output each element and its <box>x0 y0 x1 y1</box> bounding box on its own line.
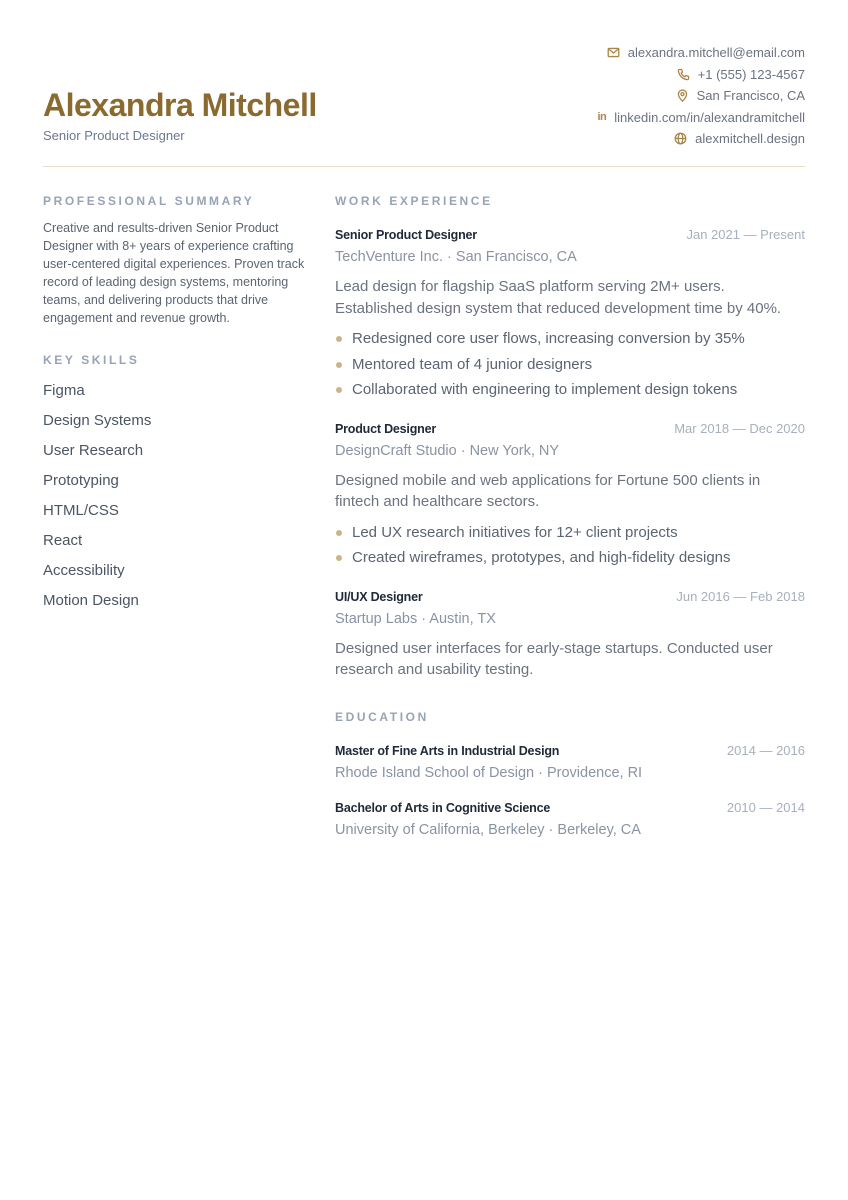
job-entry <box>335 227 805 403</box>
summary-title: PROFESSIONAL SUMMARY <box>43 194 255 208</box>
job-bullet: Led UX research initiatives for 12+ client projects <box>335 520 805 546</box>
job-bullet: Redesigned core user flows, increasing conversion by 35% <box>335 326 805 352</box>
job-org: DesignCraft Studio · New York, NY <box>335 442 560 459</box>
education-school: University of California, Berkeley · Berkeley, CA <box>335 821 641 838</box>
education-title: EDUCATION <box>335 709 429 724</box>
skill-item: React <box>43 532 83 549</box>
left-column <box>43 193 305 616</box>
skill-item: Accessibility <box>43 562 125 579</box>
education-section <box>335 709 805 841</box>
candidate-name: Alexandra Mitchell <box>43 87 317 123</box>
education-dates: 2010 — 2014 <box>726 799 805 815</box>
job-org: Startup Labs · Austin, TX <box>335 610 496 627</box>
contact-location <box>676 85 805 107</box>
skills-section <box>43 352 305 616</box>
skill-item: Figma <box>43 382 85 399</box>
globe-icon <box>674 132 687 145</box>
job-bullets <box>335 326 805 403</box>
resume-page <box>43 0 805 838</box>
skill-item: User Research <box>43 442 144 459</box>
job-dates: Jun 2016 — Feb 2018 <box>676 588 805 604</box>
contact-website[interactable] <box>674 128 805 150</box>
job-role: UI/UX Designer <box>335 589 423 604</box>
job-dates: Jan 2021 — Present <box>686 227 805 242</box>
linkedin-icon: in <box>597 111 607 124</box>
candidate-headline: Senior Product Designer <box>43 128 185 143</box>
mail-icon <box>607 46 620 59</box>
job-description: Designed user interfaces for early-stage startups. Conducted user research and usability testing. <box>335 639 773 678</box>
job-entry <box>335 589 805 681</box>
education-entry <box>335 800 805 841</box>
contact-phone[interactable] <box>677 64 805 86</box>
right-column <box>335 193 805 841</box>
contact-list <box>597 42 805 150</box>
job-role: Product Designer <box>335 421 436 436</box>
education-degree: Bachelor of Arts in Cognitive Science <box>335 800 551 815</box>
skill-item: Design Systems <box>43 412 152 429</box>
job-dates: Mar 2018 — Dec 2020 <box>674 420 805 436</box>
contact-location-text: San Francisco, CA <box>696 88 805 104</box>
contact-email-text[interactable]: alexandra.mitchell@email.com <box>627 45 805 61</box>
job-entry <box>335 421 805 571</box>
job-org: TechVenture Inc. · San Francisco, CA <box>335 249 577 265</box>
skill-item: Motion Design <box>43 592 139 609</box>
job-bullet: Created wireframes, prototypes, and high-fidelity designs <box>335 545 805 571</box>
contact-website-text[interactable]: alexmitchell.design <box>695 131 805 147</box>
job-description: Designed mobile and web applications for Fortune 500 clients in fintech and healthcare sectors. <box>335 471 761 510</box>
contact-linkedin[interactable] <box>597 107 805 129</box>
skills-title: KEY SKILLS <box>43 353 140 367</box>
skills-list <box>43 376 305 616</box>
resume-header <box>43 0 805 167</box>
experience-title: WORK EXPERIENCE <box>335 194 493 208</box>
job-role: Senior Product Designer <box>335 228 477 242</box>
experience-section <box>335 193 805 681</box>
location-pin-icon <box>676 89 689 102</box>
education-dates: 2014 — 2016 <box>726 742 805 758</box>
education-school: Rhode Island School of Design · Providence, RI <box>335 764 643 781</box>
skill-item: Prototyping <box>43 472 119 489</box>
job-bullet: Mentored team of 4 junior designers <box>335 352 805 378</box>
education-degree: Master of Fine Arts in Industrial Design <box>335 743 560 758</box>
education-entry <box>335 743 805 784</box>
contact-linkedin-text[interactable]: linkedin.com/in/alexandramitchell <box>614 109 805 125</box>
job-description: Lead design for flagship SaaS platform serving 2M+ users. Established design system that reduced development time by 40%. <box>335 278 782 317</box>
contact-email[interactable] <box>607 42 805 64</box>
summary-text: Creative and results-driven Senior Product Designer with 8+ years of experience crafting user-centered digital experiences. Proven track record of leading design systems, mentoring teams, and delivering products that drive engagement and revenue growth. <box>43 221 305 325</box>
contact-phone-text[interactable]: +1 (555) 123-4567 <box>697 66 805 82</box>
summary-section <box>43 193 305 327</box>
job-bullet: Collaborated with engineering to implement design tokens <box>335 377 805 403</box>
phone-icon <box>677 68 690 81</box>
skill-item: HTML/CSS <box>43 502 119 519</box>
job-bullets <box>335 520 805 571</box>
